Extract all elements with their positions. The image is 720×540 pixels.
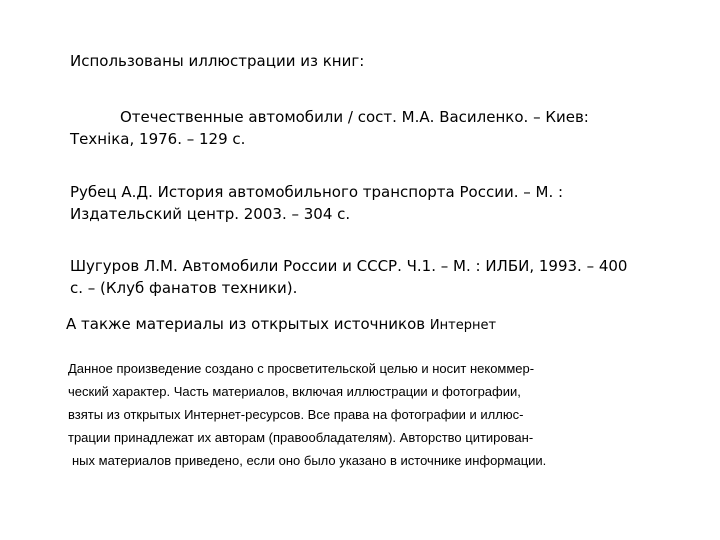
reference-3-line-1: Шугуров Л.М. Автомобили России и СССР. Ч.1. – М. : ИЛБИ, 1993. – 400	[70, 257, 628, 275]
disclaimer-line-2: ческий характер. Часть материалов, включая иллюстрации и фотографии,	[68, 384, 521, 399]
internet-word: Интернет	[429, 318, 497, 333]
disclaimer-line-5: ных материалов приведено, если оно было указано в источнике информации.	[72, 453, 547, 468]
reference-2-line-2: Издательский центр. 2003. – 304 с.	[70, 205, 351, 223]
disclaimer-line-1: Данное произведение создано с просветительской целью и носит некоммер-	[68, 361, 535, 376]
reference-1-line-2: Техніка, 1976. – 129 с.	[70, 130, 246, 148]
disclaimer-line-3: взяты из открытых Интернет-ресурсов. Все права на фотографии и иллюс-	[68, 407, 524, 422]
also-materials-line	[66, 315, 496, 335]
reference-2-line-1: Рубец А.Д. История автомобильного транспорта России. – М. :	[70, 183, 564, 201]
reference-1-line-1: Отечественные автомобили / сост. М.А. Василенко. – Киев:	[120, 108, 589, 126]
heading: Использованы иллюстрации из книг:	[70, 52, 365, 70]
also-materials-text: А также материалы из открытых источников	[66, 315, 426, 333]
reference-3-line-2: с. – (Клуб фанатов техники).	[70, 279, 298, 297]
disclaimer-line-4: трации принадлежат их авторам (правообладателям). Авторство цитирован-	[68, 430, 534, 445]
